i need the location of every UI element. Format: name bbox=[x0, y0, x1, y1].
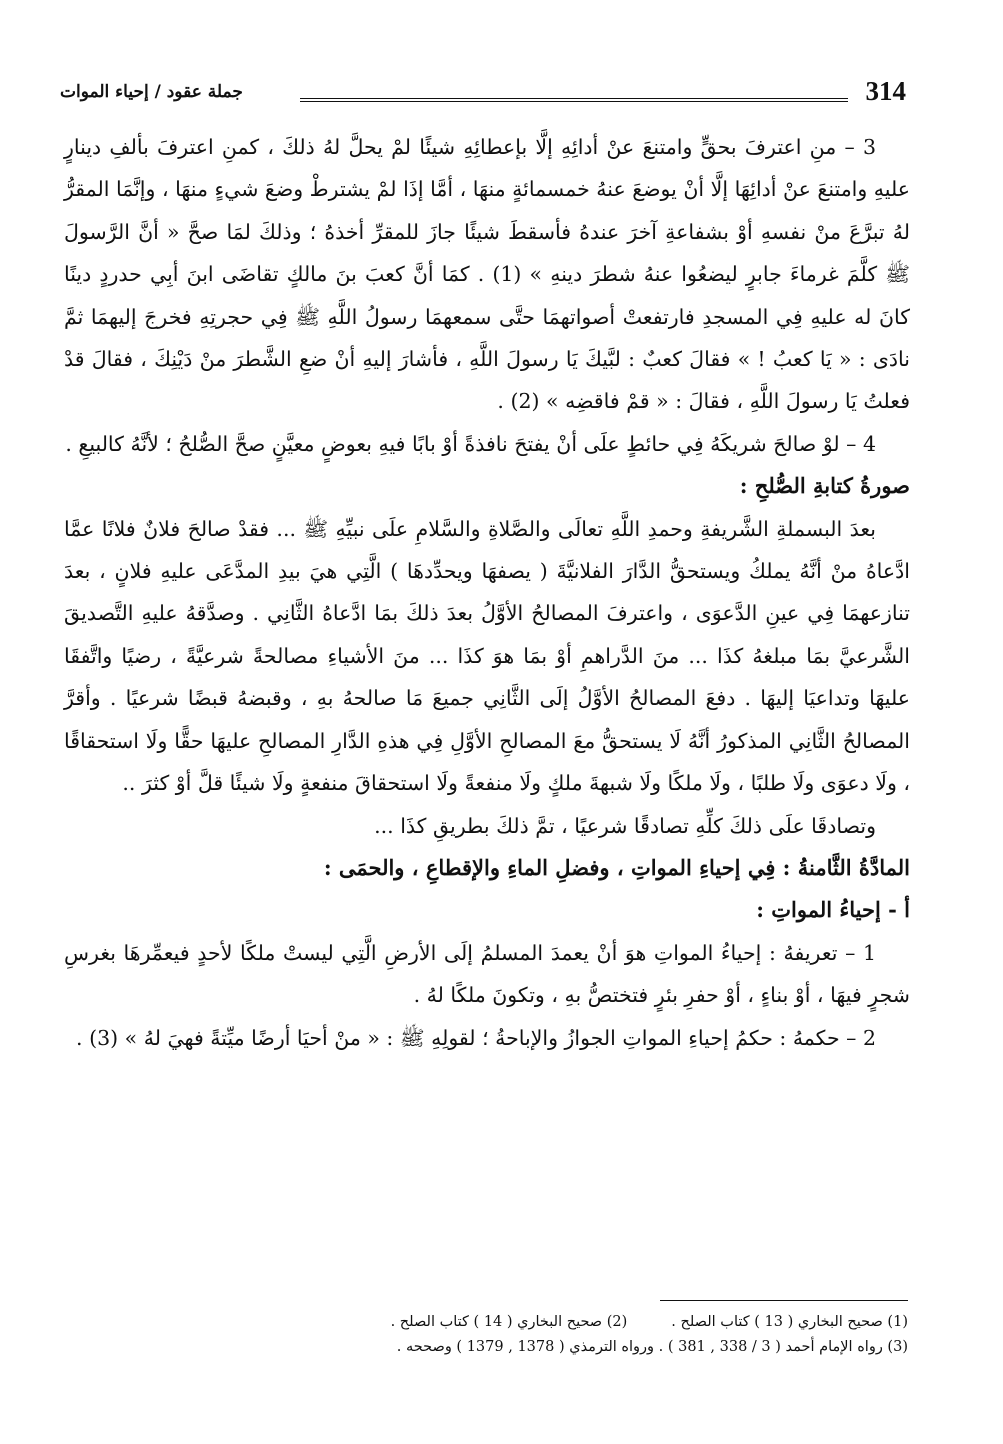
subheading-reviving-land: أ - إحياءُ المواتِ : bbox=[756, 897, 910, 923]
paragraph-mutual-confirmation: وتصادقَا علَى ذلكَ كلِّهِ تصادقًا شرعيًا ، تمَّ ذلكَ بطريقِ كذَا ... bbox=[374, 813, 876, 838]
paragraph-ruling: 2 – حكمهُ : حكمُ إحياءِ المواتِ الجوازُ والإباحةُ ؛ لقولِهِ ﷺ : « منْ أحيَا أرضًا ميِّتةً فهيَ لهُ » (3) . bbox=[76, 1025, 876, 1050]
main-text bbox=[64, 126, 910, 1059]
footnote-separator bbox=[660, 1300, 908, 1301]
header-rule bbox=[300, 98, 848, 102]
paragraph-definition: 1 – تعريفهُ : إحياءُ المواتِ هوَ أنْ يعمدَ المسلمُ إلَى الأرضِ الَّتِي ليستْ ملكًا لأحدٍ فيعمِّرهَا بغرسِ شجرٍ فيهَا ، أوْ بناءٍ ، أوْ حفرِ بئرٍ فتختصُّ بهِ ، وتكونَ ملكًا لهُ . bbox=[64, 940, 910, 1008]
paragraph-reconciliation-form: بعدَ البسملةِ الشَّريفةِ وحمدِ اللَّهِ تعالَى والصَّلاةِ والسَّلامِ علَى نبيِّهِ ﷺ ... فقدْ صالحَ فلانٌ فلانًا عمَّا ادَّعاهُ منْ أنَّهُ يملكُ ويستحقُّ الدَّارَ الفلانيَّةَ ( يصفهَا ويحدِّدهَا ) الَّتِي هيَ بيدِ المدَّعَى عليهِ فلانٍ ، بعدَ تنازعهمَا فِي عينِ الدَّعوَى ، واعترفَ المصالحُ الأوَّلُ بعدَ ذلكَ بمَا ادَّعاهُ الثَّانِي . وصدَّقهُ عليهِ التَّصديقَ الشَّرعيَّ بمَا مبلغهُ كذَا ... منَ الدَّراهمِ أوْ بمَا هوَ كذَا ... منَ الأشياءِ مصالحةً شرعيَّةً ، رضيًا واتَّفقَا عليهَا وتداعيَا إليهَا . دفعَ المصالحُ الأوَّلُ إلَى الثَّانِي جميعَ مَا صالحهُ بهِ ، وقبضهُ قبضًا شرعيًا . وأقرَّ المصالحُ الثَّانِي المذكورُ أنَّهُ لَا يستحقُّ معَ المصالحِ الأوَّلِ فِي هذهِ الدَّارِ المصالحِ عليهَا حقًّا ولَا استحقاقًا ، ولَا دعوَى ولَا طلبًا ، ولَا ملكًا ولَا شبهةَ ملكٍ ولَا منفعةً ولَا استحقاقَ منفعةٍ ولَا شيئًا قلَّ أوْ كثرَ .. bbox=[64, 516, 910, 796]
page-header bbox=[60, 74, 906, 114]
paragraph-acknowledged-debt: 3 – منِ اعترفَ بحقٍّ وامتنعَ عنْ أدائِهِ إلَّا بإعطائِهِ شيئًا لمْ يحلَّ لهُ ذلكَ ، كمنِ اعترفَ بألفِ دينارٍ عليهِ وامتنعَ عنْ أدائِهَا إلَّا أنْ يوضعَ عنهُ خمسمائةٍ منهَا ، أمَّا إذَا لمْ يشترطْ وضعَ شيءٍ منهَا ، وإنَّمَا المقرُّ لهُ تبرَّعَ منْ نفسهِ أوْ بشفاعةِ آخرَ عندهُ فأسقطَ شيئًا جازَ للمقرِّ أخذهُ ؛ وذلكَ لمَا صحَّ « أنَّ الرَّسولَ ﷺ كلَّمَ غرماءَ جابرٍ ليضعُوا عنهُ شطرَ دينهِ » (1) . كمَا أنَّ كعبَ بنَ مالكٍ تقاضَى ابنَ أبِي حدردٍ دينًا كانَ له عليهِ فِي المسجدِ فارتفعتْ أصواتهمَا حتَّى سمعهمَا رسولُ اللَّهِ ﷺ فِي حجرتِهِ فخرجَ إليهمَا ثمَّ نادَى : « يَا كعبُ ! » فقالَ كعبٌ : لبَّيكَ يَا رسولَ اللَّهِ ، فأشارَ إليهِ أنْ ضعِ الشَّطرَ منْ دَيْنِكَ ، فقالَ قدْ فعلتُ يَا رسولَ اللَّهِ ، فقالَ : « قمْ فاقضِه » (2) . bbox=[64, 135, 910, 414]
article-heading-eighth: المادَّةُ الثَّامنةُ : فِي إحياءِ المواتِ ، وفضلِ الماءِ والإقطاعِ ، والحمَى : bbox=[323, 854, 910, 880]
footnote-line-2 bbox=[300, 1335, 908, 1360]
footnote-line-1 bbox=[300, 1310, 908, 1335]
paragraph-shared-wall: 4 – لوْ صالحَ شريكَهُ فِي حائطٍ علَى أنْ يفتحَ نافذةً أوْ بابًا فيهِ بعوضٍ معيَّنٍ صحَّ الصُّلحُ ؛ لأنَّهُ كالبيعِ . bbox=[65, 431, 876, 456]
page-number: 314 bbox=[865, 76, 906, 106]
section-heading-reconciliation-form: صورةُ كتابةِ الصُّلحِ : bbox=[739, 473, 910, 499]
footnote-1: (1) صحيح البخاري ( 13 ) كتاب الصلح . bbox=[671, 1314, 908, 1330]
footnote-3: (3) رواه الإمام أحمد ( 3 / 338 , 381 ) . ورواه الترمذي ( 1378 , 1379 ) وصححه . bbox=[396, 1339, 908, 1355]
footnotes bbox=[300, 1310, 908, 1360]
footnote-2: (2) صحيح البخاري ( 14 ) كتاب الصلح . bbox=[390, 1314, 628, 1330]
running-title: جملة عقود / إحياء الموات bbox=[60, 82, 243, 102]
